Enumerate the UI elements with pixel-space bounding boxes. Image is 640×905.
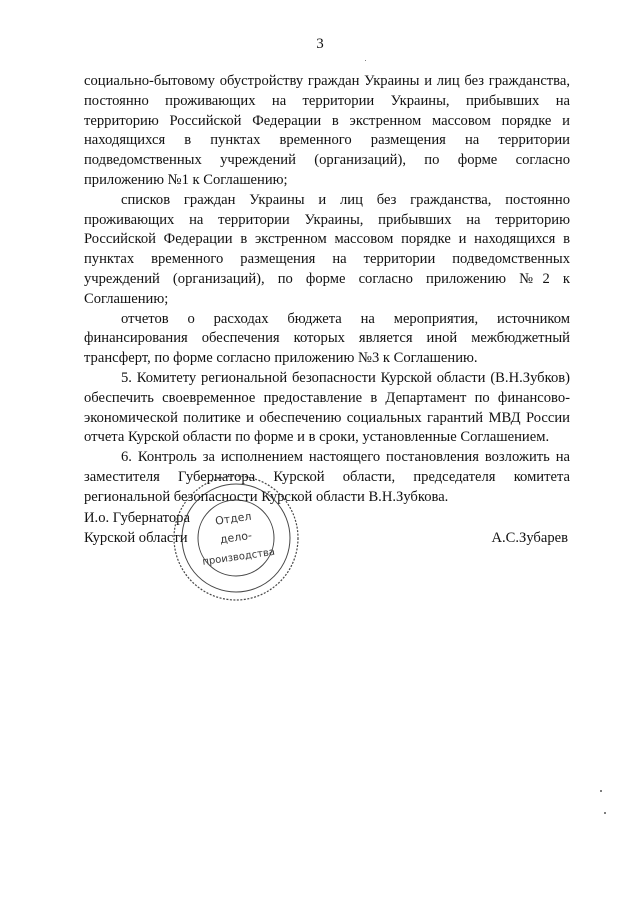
scan-speck (600, 790, 602, 792)
signatory-title-line2: Курской области (84, 529, 188, 546)
paragraph-5: 6. Контроль за исполнением настоящего постановления возложить на заместителя Губернатора Курской области, председателя комитета региональной безопасности Курской области В.Н.Зубкова. (84, 449, 570, 505)
stamp-text-line3: производства (201, 546, 276, 568)
scan-speck (365, 60, 366, 61)
official-stamp (170, 472, 302, 604)
paragraph-2: списков граждан Украины и лиц без гражданства, постоянно проживающих на территории Украины, прибывших на территорию Российской Федерации в экстренном массовом порядке и находящихся в пунктах временного размещения на территории подведомственных учреждений (организаций), по форме согласно приложению №2 к Соглашению; (84, 191, 570, 307)
paragraph-1: социально-бытовому обустройству граждан Украины и лиц без гражданства, постоянно проживающих на территории Украины, прибывших на территорию Российской Федерации в экстренном массовом порядке и находящихся в пунктах временного размещения на территории подведомственных учреждений (организаций), по форме согласно приложению №1 к Соглашению; (84, 73, 570, 188)
stamp-text-line1: Отдел (214, 509, 253, 528)
document-body (84, 72, 570, 508)
signatory-title-line1: И.о. Губернатора (84, 510, 190, 526)
page-number: 3 (316, 36, 324, 52)
paragraph-4: 5. Комитету региональной безопасности Курской области (В.Н.Зубков) обеспечить своевременное предоставление в Департамент по финансово-экономической политике и обеспечению социальных гарантий МВД России отчета Курской области по форме и в сроки, установленные Соглашением. (84, 369, 570, 446)
paragraph-3: отчетов о расходах бюджета на мероприятия, источником финансирования обеспечения которых является иной межбюджетный трансферт, по форме согласно приложению №3 к Соглашению. (84, 310, 570, 367)
stamp-text-line2: дело- (219, 528, 253, 547)
signatory-name: А.С.Зубарев (491, 530, 568, 546)
scan-speck (604, 812, 606, 814)
